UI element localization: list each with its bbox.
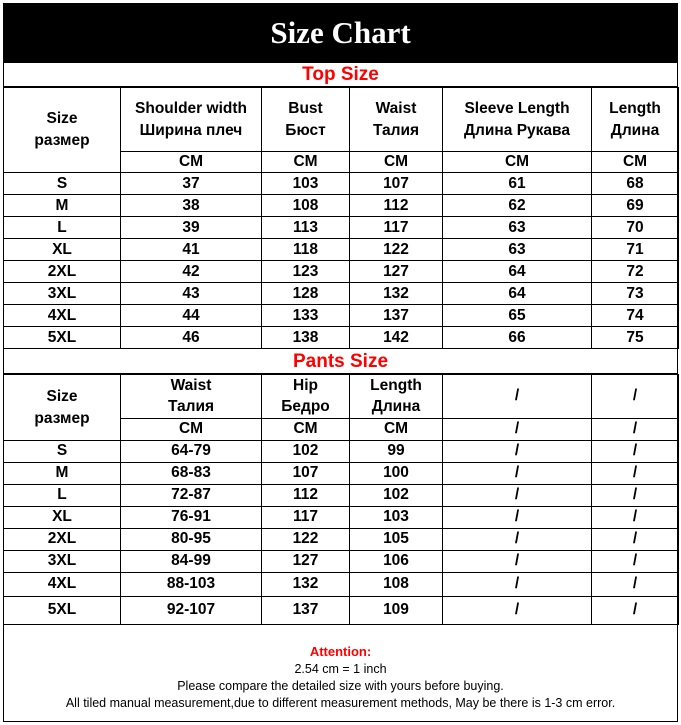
value-cell: 46 [121,327,262,349]
value-cell: 62 [443,195,592,217]
value-cell: / [592,529,679,551]
value-cell: 61 [443,173,592,195]
value-cell: 71 [592,239,679,261]
value-cell: 72-87 [121,485,262,507]
value-cell: 69 [592,195,679,217]
value-cell: 123 [262,261,350,283]
value-cell: 108 [262,195,350,217]
unit-cell: CM [350,152,443,173]
value-cell: 100 [350,463,443,485]
size-cell: L [4,485,121,507]
table-row [4,305,679,327]
column-header-ru: Ширина плеч [139,121,243,139]
value-cell: 68 [592,173,679,195]
column-header-ru: Длина [371,397,421,415]
column-header-en: Waist [170,377,212,395]
value-cell: 80-95 [121,529,262,551]
column-header [443,88,592,152]
value-cell: 108 [350,573,443,597]
size-cell: M [4,463,121,485]
value-cell: 63 [443,239,592,261]
table-row [4,195,679,217]
value-cell: / [443,551,592,573]
measurement-note: All tiled manual measurement,due to different measurement methods, May be there is 1-3 cm error. [65,696,616,710]
value-cell: / [443,573,592,597]
top-header-row [4,88,679,152]
column-header [121,375,262,419]
size-cell: 2XL [4,529,121,551]
table-row [4,573,679,597]
value-cell: 37 [121,173,262,195]
value-cell: 75 [592,327,679,349]
value-cell: 38 [121,195,262,217]
value-cell: 64 [443,283,592,305]
value-cell: 133 [262,305,350,327]
value-cell: 127 [350,261,443,283]
column-header-ru: Бюст [285,121,326,139]
unit-cell: CM [592,152,679,173]
size-cell: M [4,195,121,217]
column-header [121,88,262,152]
value-cell: / [592,507,679,529]
value-cell: / [443,597,592,625]
value-cell: 109 [350,597,443,625]
value-cell: / [443,485,592,507]
size-cell: 5XL [4,597,121,625]
table-row [4,529,679,551]
value-cell: 137 [262,597,350,625]
unit-cell: / [443,419,592,441]
value-cell: 132 [350,283,443,305]
column-header [592,88,679,152]
value-cell: 72 [592,261,679,283]
column-header-en: Length [609,99,661,117]
value-cell: / [592,551,679,573]
value-cell: 118 [262,239,350,261]
value-cell: / [592,597,679,625]
value-cell: 64-79 [121,441,262,463]
value-cell: 64 [443,261,592,283]
size-header-cell [4,375,121,441]
column-header-en: Sleeve Length [464,99,570,117]
size-cell: L [4,217,121,239]
value-cell: / [443,441,592,463]
value-cell: 102 [350,485,443,507]
column-header-en: Bust [288,99,323,117]
table-row [4,173,679,195]
value-cell: 41 [121,239,262,261]
size-cell: XL [4,239,121,261]
value-cell: 107 [350,173,443,195]
column-header: / [592,375,679,419]
value-cell: 39 [121,217,262,239]
column-header-en: Shoulder width [135,99,247,117]
value-cell: 76-91 [121,507,262,529]
value-cell: 70 [592,217,679,239]
unit-cell: CM [262,419,350,441]
table-row [4,463,679,485]
value-cell: / [443,507,592,529]
column-header [350,375,443,419]
value-cell: 43 [121,283,262,305]
value-cell: 142 [350,327,443,349]
value-cell: 112 [262,485,350,507]
unit-cell: CM [262,152,350,173]
pants-size-title: Pants Size [3,350,678,374]
unit-cell: / [592,419,679,441]
value-cell: / [443,463,592,485]
page-title: Size Chart [3,3,678,63]
value-cell: / [443,529,592,551]
column-header-en: Length [370,377,422,395]
value-cell: 73 [592,283,679,305]
column-header: / [443,375,592,419]
value-cell: 103 [262,173,350,195]
value-cell: 122 [262,529,350,551]
size-cell: 3XL [4,283,121,305]
value-cell: 138 [262,327,350,349]
value-cell: 113 [262,217,350,239]
value-cell: 66 [443,327,592,349]
table-row [4,239,679,261]
attention-label: Attention: [309,644,372,659]
value-cell: 63 [443,217,592,239]
unit-cell: CM [121,152,262,173]
column-header-ru: Талия [167,397,215,415]
column-header-ru: Длина [610,121,660,139]
top-size-table [3,87,679,349]
conversion-note: 2.54 cm = 1 inch [294,662,387,676]
table-row [4,597,679,625]
unit-cell: CM [443,152,592,173]
value-cell: 107 [262,463,350,485]
column-header-en: Waist [375,99,417,117]
size-cell: 5XL [4,327,121,349]
size-label-ru: размер [34,409,90,427]
size-label: Size [46,110,78,128]
value-cell: 102 [262,441,350,463]
value-cell: 88-103 [121,573,262,597]
column-header-en: Hip [293,377,318,395]
value-cell: 84-99 [121,551,262,573]
column-header-ru: Талия [372,121,420,139]
table-row [4,507,679,529]
size-cell: 3XL [4,551,121,573]
value-cell: 65 [443,305,592,327]
size-cell: 4XL [4,305,121,327]
column-header-ru: Длина Рукава [464,121,570,139]
value-cell: 105 [350,529,443,551]
value-cell: 137 [350,305,443,327]
value-cell: 117 [262,507,350,529]
size-cell: S [4,441,121,463]
value-cell: 112 [350,195,443,217]
column-header [262,375,350,419]
size-cell: S [4,173,121,195]
value-cell: 44 [121,305,262,327]
footer-notes [3,628,678,722]
size-cell: 2XL [4,261,121,283]
value-cell: 117 [350,217,443,239]
value-cell: 42 [121,261,262,283]
table-row [4,441,679,463]
value-cell: 99 [350,441,443,463]
unit-cell: CM [350,419,443,441]
value-cell: 106 [350,551,443,573]
value-cell: 68-83 [121,463,262,485]
value-cell: 92-107 [121,597,262,625]
top-size-title: Top Size [3,63,678,87]
value-cell: 132 [262,573,350,597]
value-cell: / [592,441,679,463]
value-cell: 103 [350,507,443,529]
size-header-cell [4,88,121,173]
compare-note: Please compare the detailed size with yours before buying. [177,679,504,693]
column-header-ru: Бедро [281,397,330,415]
table-row [4,327,679,349]
table-row [4,283,679,305]
table-row [4,485,679,507]
value-cell: 74 [592,305,679,327]
size-label: Size [46,387,78,405]
size-cell: 4XL [4,573,121,597]
column-header [350,88,443,152]
value-cell: / [592,485,679,507]
size-cell: XL [4,507,121,529]
value-cell: / [592,463,679,485]
value-cell: 128 [262,283,350,305]
table-row [4,261,679,283]
value-cell: 122 [350,239,443,261]
table-row [4,217,679,239]
table-row [4,551,679,573]
column-header [262,88,350,152]
value-cell: 127 [262,551,350,573]
value-cell: / [592,573,679,597]
size-label-ru: размер [34,132,90,150]
unit-cell: CM [121,419,262,441]
pants-size-table [3,374,679,625]
pants-header-row [4,375,679,419]
